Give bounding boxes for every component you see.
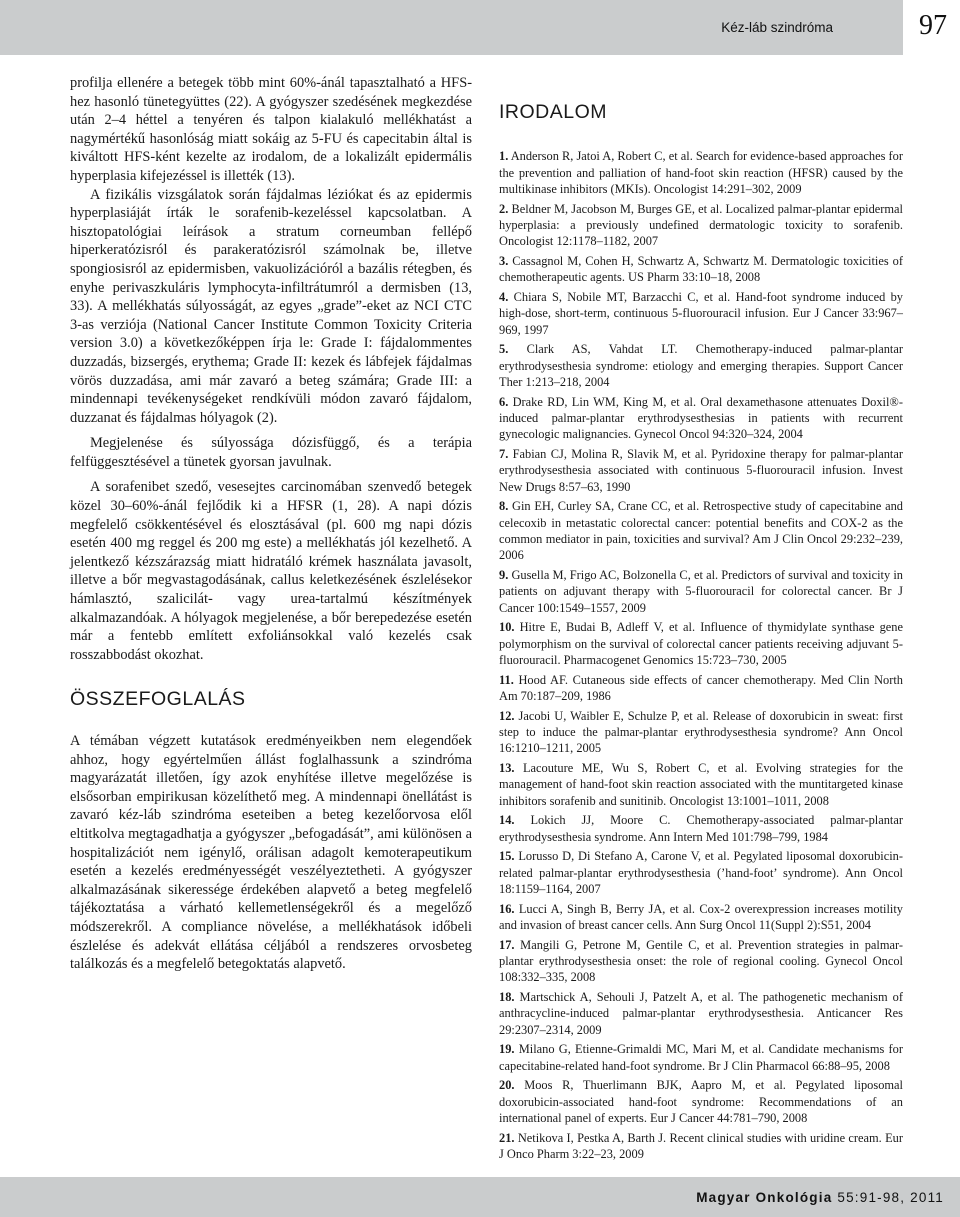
reference-number: 8. [499, 499, 509, 514]
reference-text: Mangili G, Petrone M, Gentile C, et al. Prevention strategies in palmar-plantar erythrodysesthesia onset: the role of regional cooling. Gynecol Oncol 108:332–335, 2008 [499, 937, 903, 985]
reference-number: 20. [499, 1078, 515, 1093]
reference-number: 15. [499, 849, 515, 864]
reference-number: 14. [499, 813, 515, 828]
reference-item [499, 989, 903, 1038]
reference-number: 6. [499, 394, 509, 409]
reference-item [499, 760, 903, 809]
running-header [0, 0, 903, 55]
reference-text: Lokich JJ, Moore C. Chemotherapy-associated palmar-plantar erythrodysesthesia syndrome. Ann Intern Med 101:798–799, 1984 [499, 813, 903, 844]
reference-text: Lacouture ME, Wu S, Robert C, et al. Evolving strategies for the management of hand-foot skin reaction associated with the muntitargeted kinase inhibitors sorafenib and sunitinib. Oncologist 13:1001–1011, 2008 [499, 760, 903, 808]
reference-number: 9. [499, 567, 509, 582]
reference-number: 19. [499, 1042, 515, 1057]
reference-number: 7. [499, 446, 509, 461]
reference-number: 18. [499, 989, 515, 1004]
reference-item [499, 672, 903, 705]
reference-number: 4. [499, 289, 509, 304]
reference-text: Cassagnol M, Cohen H, Schwartz A, Schwartz M. Dermatologic toxicities of chemotherapeutic agents. US Pharm 33:10–18, 2008 [499, 254, 903, 285]
reference-item [499, 201, 903, 250]
journal-volume-pages: 55:91-98, 2011 [832, 1190, 944, 1205]
reference-text: Drake RD, Lin WM, King M, et al. Oral dexamethasone attenuates Doxil®-induced palmar-plantar erythrodysesthesias in patients with recurrent gynecologic malignancies. Gynecol Oncol 94:320–324, 2004 [499, 394, 903, 442]
reference-item [499, 394, 903, 443]
reference-item [499, 708, 903, 757]
reference-text: Clark AS, Vahdat LT. Chemotherapy-induced palmar-plantar erythrodysesthesia syndrome: etiology and emerging therapies. Support Cancer Ther 1:213–218, 2004 [499, 342, 903, 389]
reference-item [499, 498, 903, 563]
reference-text: Lorusso D, Di Stefano A, Carone V, et al. Pegylated liposomal doxorubicin-related palmar-plantar erythrodysesthesia (’hand-foot’ syndrome). Ann Oncol 18:1159–1164, 2007 [499, 849, 903, 896]
body-paragraph: profilja ellenére a betegek több mint 60%-ánál tapasztalható a HFS-hez hasonló tünetegyüttes (22). A gyógyszer szedésének megkezdése után 2–4 héttel a tenyéren és talpon kialakuló mellékhatást a nagymértékű hasonlóság miatt sokáig az 5-FU és capecitabin által is kiváltott HFS-ként kezelte az irodalom, de a lokalizált epidermális hyperplasia kifejezéssel is illették (13). [70, 75, 472, 184]
reference-text: Hood AF. Cutaneous side effects of cancer chemotherapy. Med Clin North Am 70:187–209, 1986 [499, 672, 903, 703]
reference-text: Lucci A, Singh B, Berry JA, et al. Cox-2 overexpression increases motility and invasion of breast cancer cells. Ann Surg Oncol 11(Suppl 2):S51, 2004 [499, 901, 903, 932]
reference-number: 16. [499, 901, 515, 916]
reference-number: 11. [499, 672, 514, 687]
journal-citation [696, 1190, 944, 1205]
reference-item [499, 341, 903, 390]
reference-item [499, 1130, 903, 1163]
reference-item [499, 848, 903, 897]
body-paragraph: Megjelenése és súlyossága dózisfüggő, és a terápia felfüggesztésével a tünetek gyorsan javulnak. [70, 435, 472, 470]
reference-item [499, 148, 903, 197]
page-number: 97 [919, 10, 947, 41]
body-paragraph: A sorafenibet szedő, vesesejtes carcinomában szenvedő betegek közel 30–60%-ánál fejlődik ki a HFSR (1, 28). A napi dózis megfelelő csökkentésével és elosztásával (pl. 600 mg napi dózis esetén 400 mg reggel és 200 mg este) a mellékhatás jól kezelhető. A jelentkező kézszárazság miatt hidratáló krémek használata javasolt, illetve a bőr megvastagodásának, callus keletkezésének észlelésekor hámlasztó, szalicilát- vagy urea-tartalmú készítmények alkalmazandóak. A hólyagok megjelenése, a bőr berepedezése esetén már a fentebb említett exfoliánsokkal való kezelés csak rosszabbodást okozhat. [70, 479, 472, 663]
reference-text: Netikova I, Pestka A, Barth J. Recent clinical studies with uridine cream. Eur J Onco Pharm 3:22–23, 2009 [499, 1130, 903, 1161]
references-column [499, 101, 903, 1166]
reference-item [499, 937, 903, 986]
reference-text: Martschick A, Sehouli J, Patzelt A, et al. The pathogenetic mechanism of anthracycline-induced palmar-plantar erythrodysesthesia. Anticancer Res 29:2307–2314, 2009 [499, 989, 903, 1037]
reference-item [499, 619, 903, 668]
summary-paragraph: A témában végzett kutatások eredményeikben nem elegendőek ahhoz, hogy egyértelműen állást foglalhassunk a szindróma magyarázatát illetően, így azok enyhítése illetve megelőzése is elsősorban empirikusan közelíthető meg. A mindennapi önellátást is zavaró kéz-láb szindróma eseteiben a beteg kezelőorvosa elől eltitkolva megtagadhatja a gyógyszer „befogadását”, ami különösen a hospitalizációt nem igénylő, orálisan adagolt kemoterapeutikum esetén a kezelés eredményességét veszélyeztetheti. A gyógyszer alkalmazásának sikeressége érdekében alapvető a beteg megfelelő tájékoztatása a várható kellemetlenségekről és a megelőző módszerekről. A compliance növelése, a mellékhatások időbeli észlelése és adekvát ellátása céljából a rendszeres orvosbeteg találkozás és a megfelelő betegoktatás alapvető. [70, 733, 472, 973]
reference-text: Gusella M, Frigo AC, Bolzonella C, et al. Predictors of survival and toxicity in patients on adjuvant therapy with 5-fluorouracil for colorectal cancer. Br J Cancer 100:1549–1557, 2009 [499, 567, 903, 615]
running-footer [0, 1177, 960, 1217]
reference-text: Beldner M, Jacobson M, Burges GE, et al. Localized palmar-plantar epidermal hyperplasia: a previously undefined dermatologic toxicity to sorafenib. Oncologist 12:1178–1182, 2007 [499, 201, 903, 249]
reference-text: Moos R, Thuerlimann BJK, Aapro M, et al. Pegylated liposomal doxorubicin-associated hand-foot syndrome: Recommendations of an international panel of experts. Eur J Cancer 44:781–790, 2008 [499, 1078, 903, 1125]
reference-item [499, 1077, 903, 1126]
reference-text: Milano G, Etienne-Grimaldi MC, Mari M, et al. Candidate mechanisms for capecitabine-related hand-foot syndrome. Br J Clin Pharmacol 66:88–95, 2008 [499, 1042, 903, 1073]
reference-item [499, 446, 903, 495]
reference-number: 13. [499, 760, 515, 775]
reference-item [499, 1041, 903, 1074]
references-heading: IRODALOM [499, 101, 608, 123]
reference-number: 12. [499, 708, 515, 723]
reference-item [499, 901, 903, 934]
summary-heading: ÖSSZEFOGLALÁS [70, 688, 246, 711]
reference-number: 17. [499, 937, 515, 952]
running-header-title: Kéz-láb szindróma [721, 20, 833, 35]
main-text-column [70, 74, 472, 974]
reference-text: Hitre E, Budai B, Adleff V, et al. Influence of thymidylate synthase gene polymorphism on the survival of colorectal cancer patients receiving adjuvant 5-fluorouracil. Pharmacogenet Genomics 15:723–730, 2005 [499, 620, 903, 667]
reference-text: Chiara S, Nobile MT, Barzacchi C, et al. Hand-foot syndrome induced by high-dose, short-term, continuous 5-fluorouracil infusion. Eur J Cancer 33:967–969, 1997 [499, 289, 903, 337]
reference-number: 10. [499, 620, 515, 635]
reference-number: 5. [499, 342, 509, 357]
reference-text: Gin EH, Curley SA, Crane CC, et al. Retrospective study of capecitabine and celecoxib in metastatic colorectal cancer: potential benefits and COX-2 as the common mediator in pain, toxicities and survival? Am J Clin Oncol 29:232–239, 2006 [499, 499, 903, 563]
reference-number: 21. [499, 1130, 515, 1145]
reference-text: Jacobi U, Waibler E, Schulze P, et al. Release of doxorubicin in sweat: first step to induce the palmar-plantar erythrodysesthesia syndrome? Ann Oncol 16:1210–1211, 2005 [499, 708, 903, 756]
reference-item [499, 289, 903, 338]
reference-number: 2. [499, 201, 509, 216]
reference-text: Fabian CJ, Molina R, Slavik M, et al. Pyridoxine therapy for palmar-plantar erythrodysesthesia associated with continuous 5-fluorouracil infusion. Invest New Drugs 8:57–63, 1990 [499, 446, 903, 494]
body-paragraph: A fizikális vizsgálatok során fájdalmas léziókat és az epidermis hyperplasiáját írták le sorafenib-kezeléssel kapcsolatban. A hisztopatológiai leírások a stratum corneumban fellépő hiperkeratózisról és parakeratózisról számolnak be, illetve spongiosisról az epidermisben, vakuolizációról a bazális rétegben, és enyhe perivaszkuláris lymphocyta-infiltrátumról a dermisben (13, 33). A mellékhatás súlyosságát, az egyes „grade”-eket az NCI CTC 3-as verziója (National Cancer Institute Common Toxicity Criteria version 3.0) a következőképpen írja le: Grade I: fájdalommentes duzzadás, bizsergés, erythema; Grade II: kezek és lábfejek fájdalmas vörös duzzadása, ami már zavaró a beteg számára; Grade III: a mindennapi tevékenységeket rendkívüli módon zavaró fájdalom, duzzanat és fájdalmas hólyagok (2). [70, 186, 472, 426]
reference-item [499, 812, 903, 845]
reference-item [499, 253, 903, 286]
reference-number: 1. [499, 149, 509, 164]
reference-item [499, 567, 903, 616]
journal-name: Magyar Onkológia [696, 1190, 833, 1205]
reference-text: Anderson R, Jatoi A, Robert C, et al. Search for evidence-based approaches for the prevention and palliation of hand-foot skin reaction (HFSR) caused by the multikinase inhibitors (MKIs). Oncologist 14:291–302, 2009 [499, 149, 903, 197]
reference-number: 3. [499, 254, 509, 268]
reference-list [499, 148, 903, 1162]
